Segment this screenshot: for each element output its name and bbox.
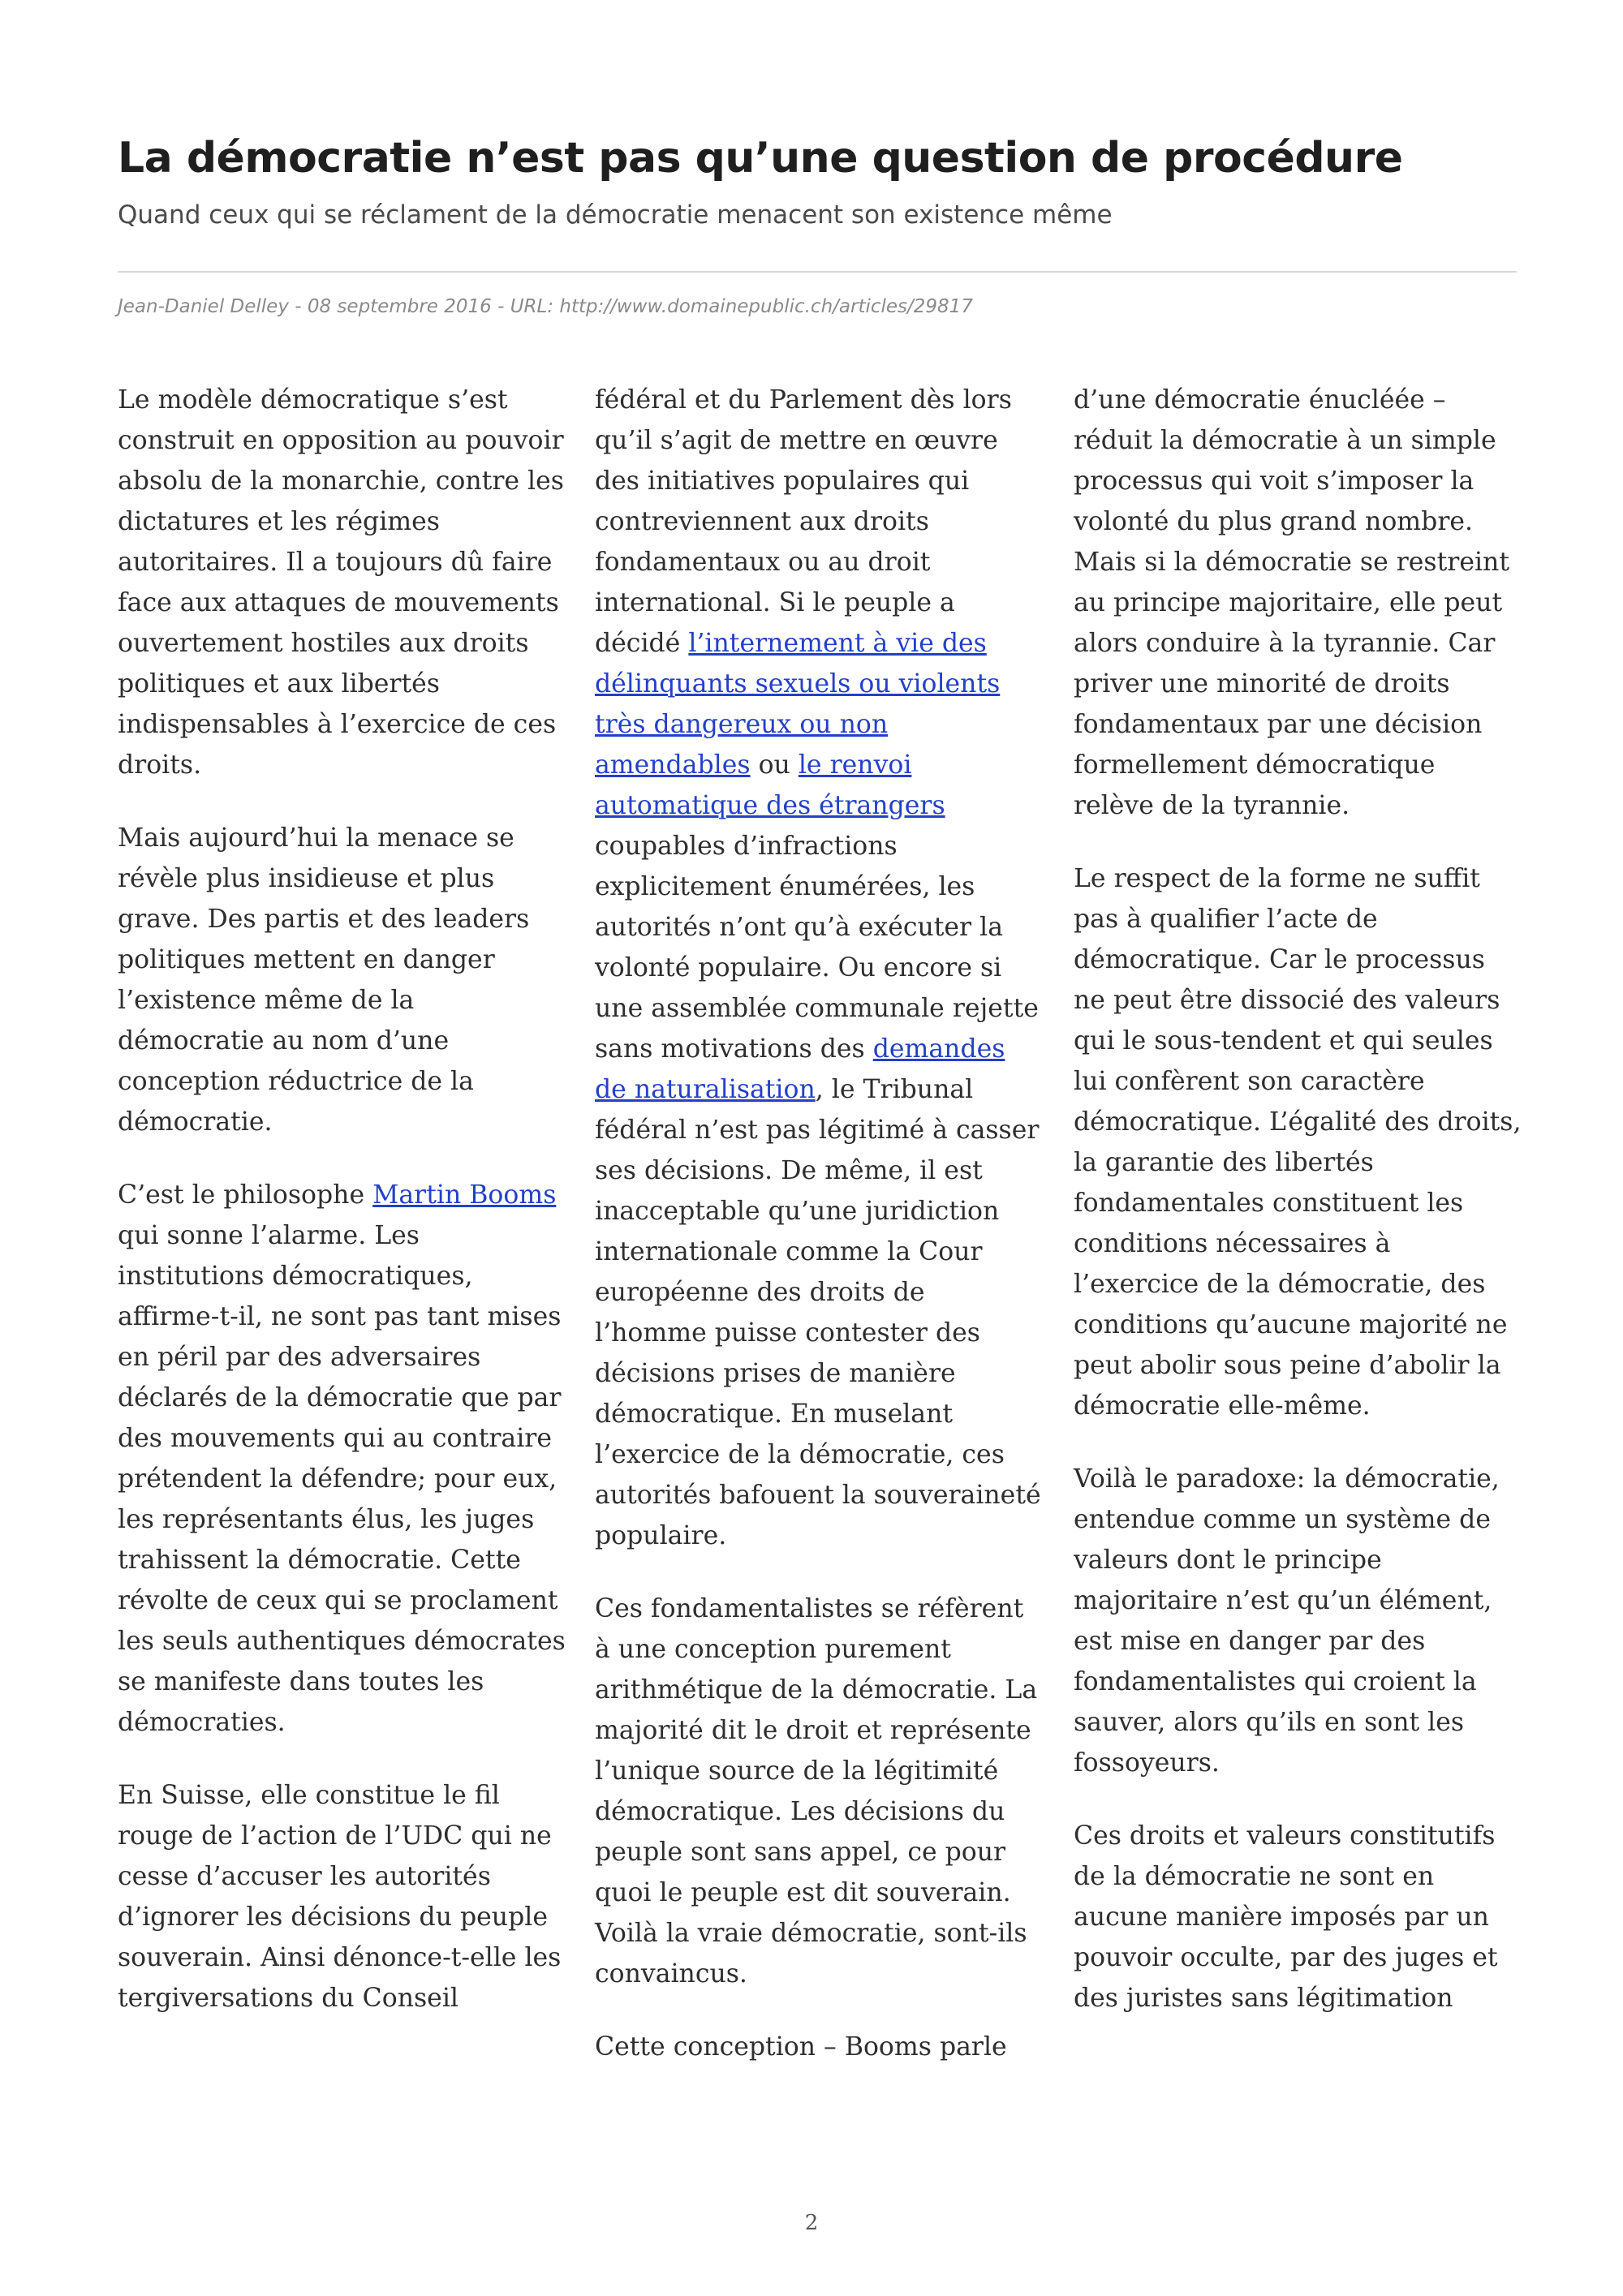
link-internement-a-vie[interactable]: l’internement à vie des délinquants sexuels ou violents très dangereux ou non amendables xyxy=(595,629,1001,780)
paragraph: Ces fondamentalistes se réfèrent à une conception purement arithmétique de la démocratie. La majorité dit le droit et représente l’unique source de la légitimité démocratique. Les décisions du peuple sont sans appel, ce pour quoi le peuple est dit souverain. Voilà la vraie démocratie, sont-ils convaincus. xyxy=(595,1594,1038,1989)
article-subtitle: Quand ceux qui se réclament de la démocratie menacent son existence même xyxy=(118,200,1113,230)
paragraph-text: , le Tribunal fédéral n’est pas légitimé à casser ses décisions. De même, il est inacceptable qu’une juridiction internationale comme la Cour européenne des droits de l’homme puisse contester des décisions prises de manière démocratique. En muselant l’exercice de la démocratie, ces autorités bafouent la souveraineté populaire. xyxy=(595,1075,1041,1550)
paragraph xyxy=(118,1175,566,1743)
page-number: 2 xyxy=(804,2211,819,2235)
link-demandes-naturalisation[interactable]: demandes de naturalisation xyxy=(595,1034,1005,1104)
paragraph-text: ou xyxy=(750,750,799,780)
text-column-2 xyxy=(595,380,1043,2067)
paragraph: d’une démocratie énucléée – réduit la démocratie à un simple processus qui voit s’imposer la volonté du plus grand nombre. Mais si la démocratie se restreint au principe majoritaire, elle peut alors conduire à la tyrannie. Car priver une minorité de droits fondamentaux par une décision formellement démocratique relève de la tyrannie. xyxy=(1074,385,1509,820)
text-column-3 xyxy=(1074,380,1522,2019)
paragraph-text: C’est le philosophe xyxy=(118,1180,373,1210)
paragraph: Mais aujourd’hui la menace se révèle plus insidieuse et plus grave. Des partis et des leaders politiques mettent en danger l’existence même de la démocratie au nom d’une conception réductrice de la démocratie. xyxy=(118,823,530,1137)
paragraph-text: coupables d’infractions explicitement énumérées, les autorités n’ont qu’à exécuter la volonté populaire. Ou encore si une assemblée communale rejette sans motivations des xyxy=(595,832,1039,1064)
paragraph xyxy=(595,380,1043,1556)
header-divider xyxy=(118,271,1517,273)
article-title: La démocratie n’est pas qu’une question de procédure xyxy=(118,134,1403,183)
link-renvoi-automatique[interactable]: le renvoi automatique des étrangers xyxy=(595,750,945,820)
text-column-1 xyxy=(118,380,566,2019)
paragraph: En Suisse, elle constitue le fil rouge de l’action de l’UDC qui ne cesse d’accuser les autorités d’ignorer les décisions du peuple souverain. Ainsi dénonce-t-elle les tergiversations du Conseil xyxy=(118,1781,562,2013)
paragraph-text: qui sonne l’alarme. Les institutions démocratiques, affirme-t-il, ne sont pas tant mises en péril par des adversaires déclarés de la démocratie que par des mouvements qui au contraire prétendent la défendre; pour eux, les représentants élus, les juges trahissent la démocratie. Cette révolte de ceux qui se proclament les seuls authentiques démocrates se manifeste dans toutes les démocraties. xyxy=(118,1221,566,1737)
paragraph: Le modèle démocratique s’est construit en opposition au pouvoir absolu de la monarchie, contre les dictatures et les régimes autoritaires. Il a toujours dû faire face aux attaques de mouvements ouvertement hostiles aux droits politiques et aux libertés indispensables à l’exercice de ces droits. xyxy=(118,385,564,780)
paragraph: Le respect de la forme ne suffit pas à qualifier l’acte de démocratique. Car le processus ne peut être dissocié des valeurs qui le sous-tendent et qui seules lui confèrent son caractère démocratique. L’égalité des droits, la garantie des libertés fondamentales constituent les conditions nécessaires à l’exercice de la démocratie, des conditions qu’aucune majorité ne peut abolir sous peine d’abolir la démocratie elle-même. xyxy=(1074,864,1522,1421)
paragraph-text: fédéral et du Parlement dès lors qu’il s’agit de mettre en œuvre des initiatives populaires qui contreviennent aux droits fondamentaux ou au droit international. Si le peuple a décidé xyxy=(595,385,1012,658)
paragraph: Cette conception – Booms parle xyxy=(595,2032,1007,2062)
paragraph: Voilà le paradoxe: la démocratie, entendue comme un système de valeurs dont le principe majoritaire n’est qu’un élément, est mise en danger par des fondamentalistes qui croient la sauver, alors qu’ils en sont les fossoyeurs. xyxy=(1074,1464,1500,1778)
article-meta: Jean-Daniel Delley - 08 septembre 2016 - URL: http://www.domainepublic.ch/articles/29817 xyxy=(118,296,973,317)
paragraph: Ces droits et valeurs constitutifs de la démocratie ne sont en aucune manière imposés par un pouvoir occulte, par des juges et des juristes sans légitimation xyxy=(1074,1821,1498,2013)
link-martin-booms[interactable]: Martin Booms xyxy=(372,1180,557,1210)
